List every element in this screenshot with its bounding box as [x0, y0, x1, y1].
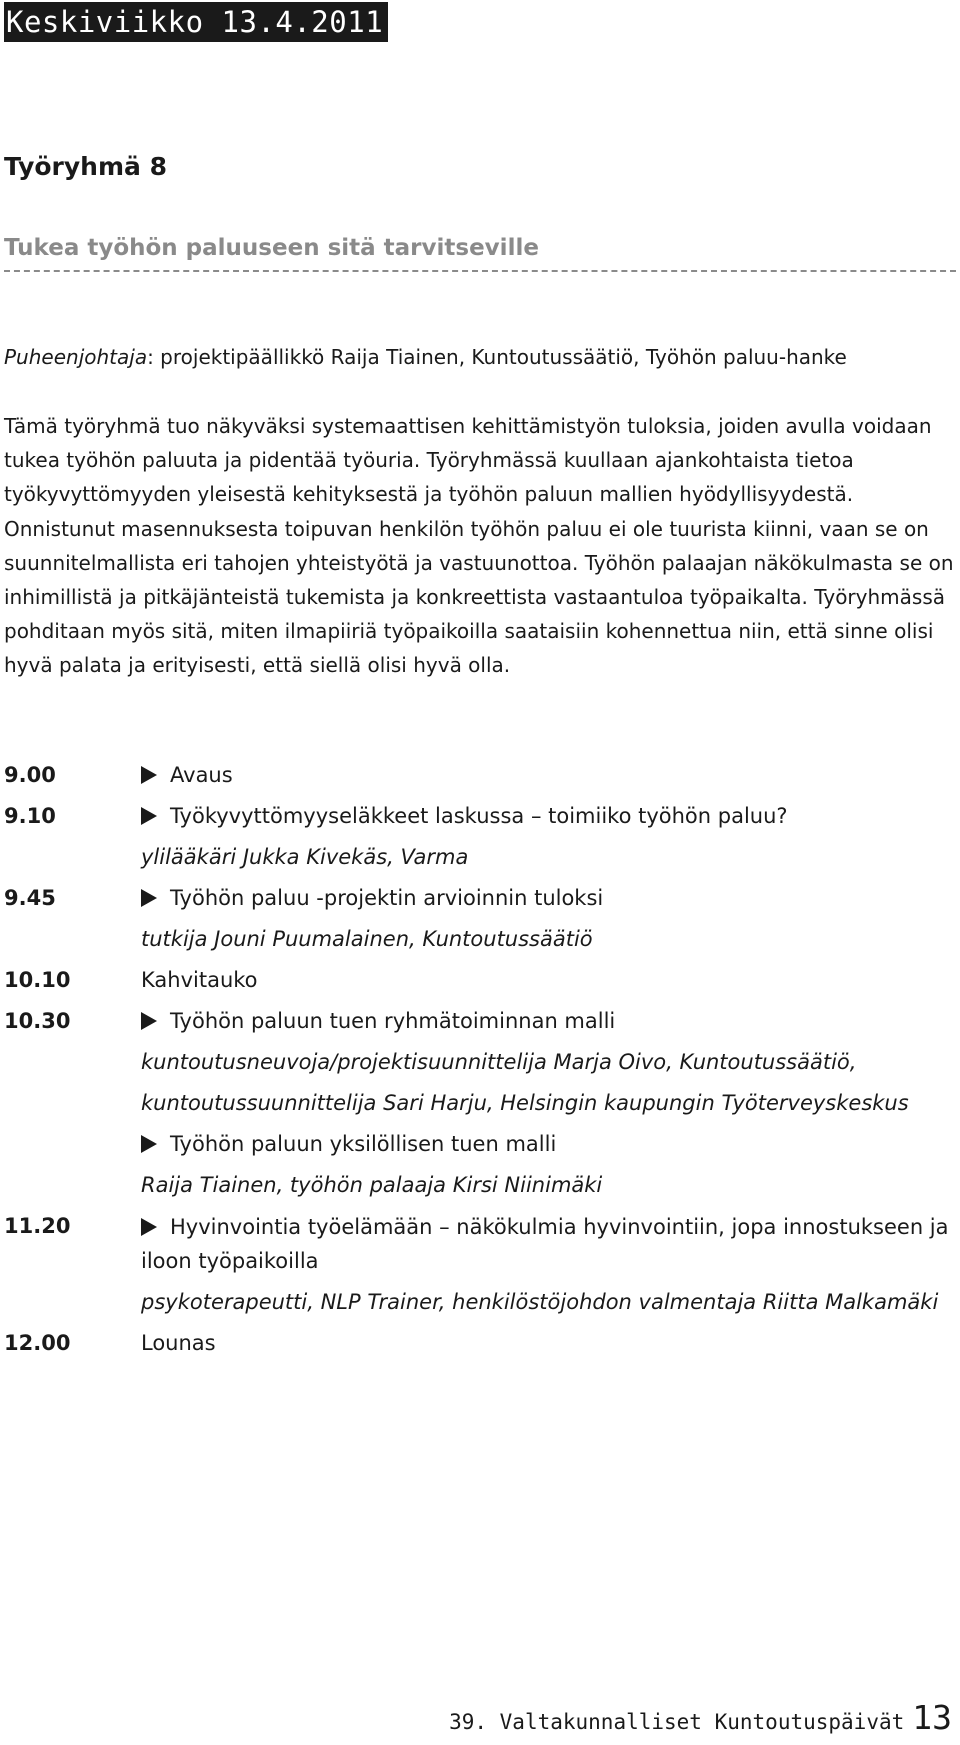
page-number: 13: [912, 1698, 952, 1737]
session-speaker: Raija Tiainen, työhön palaaja Kirsi Niinimäki: [141, 1173, 603, 1197]
date-banner: Keskiviikko 13.4.2011: [4, 2, 388, 42]
intro-paragraph: [4, 409, 954, 683]
dashed-divider: [4, 270, 956, 272]
group-title: Työryhmä 8: [4, 152, 168, 181]
schedule-row: [4, 1323, 956, 1364]
session-title: Työhön paluun tuen ryhmätoiminnan malli: [141, 1001, 956, 1042]
schedule-row: [4, 878, 956, 960]
schedule-time: 12.00: [4, 1331, 71, 1355]
session-speaker: tutkija Jouni Puumalainen, Kuntoutussäätiö: [141, 927, 593, 951]
triangle-bullet-icon: [141, 1012, 157, 1030]
intro-text: Tämä työryhmä tuo näkyväksi systemaattisen kehittämistyön tuloksia, joiden avulla voidaan tukea työhön paluuta ja pidentää työuria. Työryhmässä kuullaan ajankohtaista tietoa työkyvyttömyyden yleisestä kehityksestä ja työhön paluun mallien hyödyllisyydestä. Onnistunut masennuksesta toipuvan henkilön työhön paluu ei ole tuurista kiinni, vaan se on suunnitelmallista eri tahojen yhteistyötä ja vastuunottoa. Työhön palaajan näkökulmasta se on inhimillistä ja pitkäjänteistä tukemista ja konkreettista vastaantuloa työpaikalta. Työryhmässä pohditaan myös sitä, miten ilmapiiriä työpaikoilla saataisiin kohennettua niin, että sinne olisi hyvä palata ja erityisesti, että siellä olisi hyvä olla.: [4, 414, 954, 678]
event-name: 39. Valtakunnalliset Kuntoutuspäivät: [449, 1710, 905, 1734]
triangle-bullet-icon: [141, 766, 157, 784]
schedule-row: [4, 755, 956, 796]
schedule-time: 9.45: [4, 886, 56, 910]
chair-role-label: Puheenjohtaja: [4, 345, 148, 369]
session-speaker: ylilääkäri Jukka Kivekäs, Varma: [141, 845, 469, 869]
schedule-row: [4, 796, 956, 878]
triangle-bullet-icon: [141, 1218, 157, 1236]
chairperson-line: [4, 342, 956, 372]
triangle-bullet-icon: [141, 889, 157, 907]
session-speaker: kuntoutussuunnittelija Sari Harju, Helsingin kaupungin Työterveyskeskus: [141, 1091, 909, 1115]
schedule-time: 11.20: [4, 1214, 71, 1238]
schedule-time: 10.30: [4, 1009, 71, 1033]
session-speaker: kuntoutusneuvoja/projektisuunnittelija Marja Oivo, Kuntoutussäätiö,: [141, 1050, 857, 1074]
session-speaker: psykoterapeutti, NLP Trainer, henkilöstöjohdon valmentaja Riitta Malkamäki: [141, 1290, 939, 1314]
schedule-time: 10.10: [4, 968, 71, 992]
triangle-bullet-icon: [141, 1135, 157, 1153]
session-title: Avaus: [141, 755, 956, 796]
schedule-time: 9.00: [4, 763, 56, 787]
chair-text: : projektipäällikkö Raija Tiainen, Kuntoutussäätiö, Työhön paluu-hanke: [147, 345, 847, 369]
group-subtitle: Tukea työhön paluuseen sitä tarvitseville: [4, 235, 539, 261]
session-title: Työhön paluun yksilöllisen tuen malli: [141, 1124, 956, 1165]
schedule-row: [4, 960, 956, 1001]
schedule-row: [4, 1206, 956, 1323]
page-footer: [449, 1698, 952, 1737]
session-title: Hyvinvointia työelämään – näkökulmia hyvinvointiin, jopa innostukseen ja iloon työpaikoilla: [141, 1215, 949, 1273]
session-title: Työhön paluu -projektin arvioinnin tuloksi: [141, 878, 956, 919]
schedule-row: [4, 1001, 956, 1206]
schedule-time: 9.10: [4, 804, 56, 828]
session-title: Työkyvyttömyyseläkkeet laskussa – toimiiko työhön paluu?: [141, 796, 956, 837]
session-title: Lounas: [141, 1331, 216, 1355]
session-title: Kahvitauko: [141, 968, 258, 992]
triangle-bullet-icon: [141, 807, 157, 825]
schedule: [4, 755, 956, 1364]
